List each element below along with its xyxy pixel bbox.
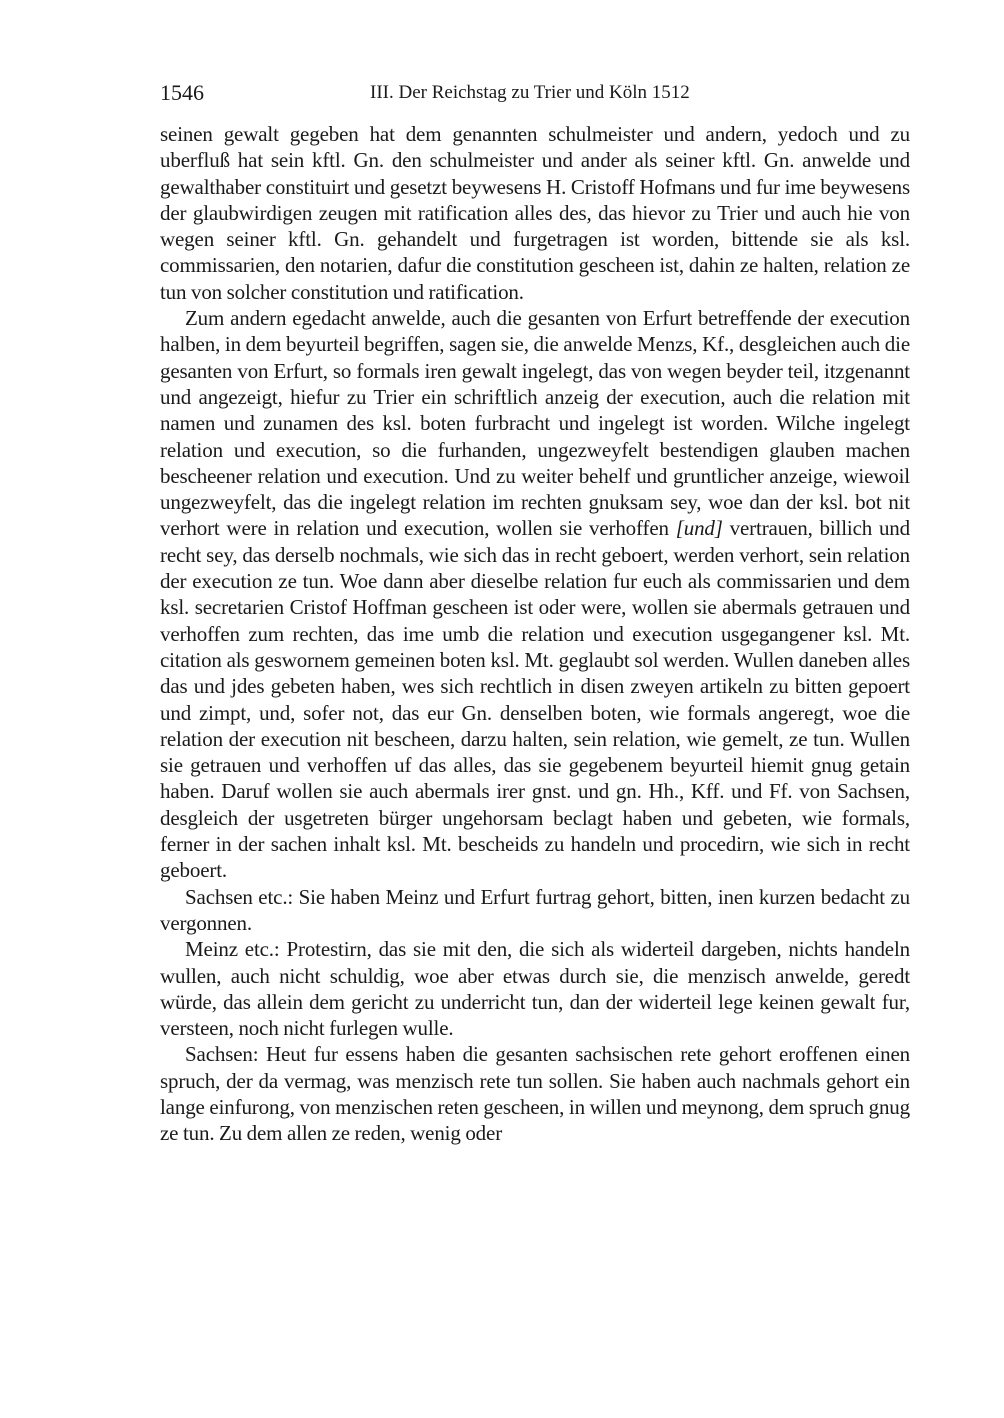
paragraph-1: [160, 121, 910, 305]
paragraph-text: Meinz etc.: Protestirn, das sie mit den, die sich als widerteil dargeben, nichts handeln wullen, auch nicht schuldig, woe aber etwas durch sie, die menzisch anwelde, geredt würde, das allein dem gericht zu underricht tun, dan der widerteil lege keinen gewalt fur, versteen, noch nicht furlegen wulle.: [160, 937, 910, 1041]
paragraph-text: Zum andern egedacht anwelde, auch die gesanten von Erfurt betreffende der execution halben, in dem beyurteil begriffen, sagen sie, die anwelde Menzs, Kf., desgleichen auch die gesanten von Erfurt, so formals iren gewalt ingelegt, das von wegen beyder teil, itzgenannt und angezeigt, hiefur zu Trier ein schriftlich anzeig der execution, auch die relation mit namen und zunamen des ksl. boten furbracht und ingelegt ist worden. Wilche ingelegt relation und execution, so die furhanden, ungezweyfelt bestendigen glauben machen bescheener relation und execution. Und zu weiter behelf und gruntlicher anzeige, wiewoil ungezweyfelt, das die ingelegt relation im rechten gnuksam sey, woe dan der ksl. bot nit verhort were in relation und execution, wollen sie verhoffen: [160, 306, 910, 541]
running-head: [160, 78, 910, 108]
document-page: [160, 78, 910, 1147]
body-text: [160, 121, 910, 1147]
paragraph-text: seinen gewalt gegeben hat dem genannten schulmeister und andern, yedoch und zu uberfluß hat sein kftl. Gn. den schulmeister und ander als seiner kftl. Gn. anwelde und gewalthaber constituirt und gesetzt beywesens H. Cristoff Hofmans und fur ime beywesens der glaubwirdigen zeugen mit ratification alles des, das hievor zu Trier und auch hie von wegen seiner kftl. Gn. gehandelt und furgetragen ist worden, bittende sie als ksl. commissarien, den notarien, dafur die constitution gescheen ist, dahin ze halten, relation ze tun von solcher constitution und ratification.: [160, 122, 910, 304]
paragraph-text: Sachsen: Heut fur essens haben die gesanten sachsischen rete gehort eroffenen einen spruch, der da vermag, was menzisch rete tun sollen. Sie haben auch nachmals gehort ein lange einfurong, von menzischen reten gescheen, in willen und meynong, dem spruch gnug ze tun. Zu dem allen ze reden, wenig oder: [160, 1042, 910, 1146]
editorial-insertion: [und]: [675, 516, 723, 541]
running-title: III. Der Reichstag zu Trier und Köln 1512: [370, 82, 690, 103]
paragraph-4: [160, 936, 910, 1041]
paragraph-3: [160, 884, 910, 937]
paragraph-text: vertrauen, billich und recht sey, das derselb nochmals, wie sich das in recht geboert, werden verhort, sein relation der execution ze tun. Woe dann aber dieselbe relation fur euch als commissarien und dem ksl. secretarien Cristof Hoffman gescheen ist oder were, wollen sie abermals getrauen und verhoffen zum rechten, das ime umb die relation und execution usgegangener ksl. Mt. citation als geswornem gemeinen boten ksl. Mt. geglaubt sol werden. Wullen daneben alles das und jdes gebeten haben, wes sich rechtlich in disen zweyen artikeln zu bitten gepoert und zimpt, und, sofer not, das eur Gn. denselben boten, wie formals angeregt, woe die relation der execution nit bescheen, darzu halten, sein relation, wie gemelt, ze tun. Wullen sie getrauen und verhoffen uf das alles, das sie gegebenem beyurteil hiemit gnug getain haben. Daruf wollen sie auch abermals irer gnst. und gn. Hh., Kff. und Ff. von Sachsen, desgleich der usgetreten bürger ungehorsam beclagt haben und gebeten, wie formals, ferner in der sachen inhalt ksl. Mt. bescheids zu handeln und procedirn, wie sich in recht geboert.: [160, 516, 910, 883]
page-number: 1546: [160, 80, 204, 105]
paragraph-2: [160, 305, 910, 884]
paragraph-5: [160, 1041, 910, 1146]
paragraph-text: Sachsen etc.: Sie haben Meinz und Erfurt furtrag gehort, bitten, inen kurzen bedacht zu vergonnen.: [160, 884, 910, 935]
